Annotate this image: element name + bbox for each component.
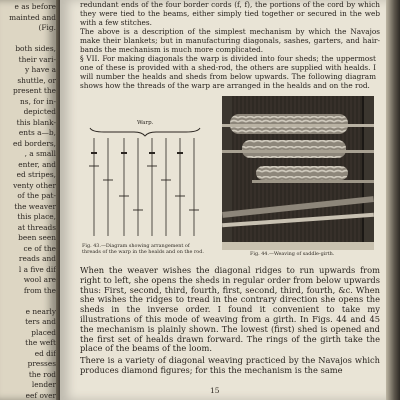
left-page-line: the weaver: [14, 201, 56, 211]
left-page-line: from the: [23, 285, 56, 295]
saddle-girth-image: [222, 96, 374, 250]
figure-43-caption: Fig. 43.—Diagram showing arrangement of threads of the warp in the healds and on the rod.: [82, 243, 204, 255]
left-page-line: e nearly: [25, 306, 56, 316]
page-number: 15: [210, 386, 220, 395]
left-page-line: wool are: [23, 275, 56, 284]
left-page-line: the weft: [25, 338, 56, 347]
left-page-line: both sides,: [15, 44, 56, 53]
left-page-line: ce of the: [23, 243, 56, 253]
left-page-line: this blank-: [16, 117, 56, 127]
left-page-line: ed dif: [34, 348, 56, 358]
left-page-line: the rod: [28, 369, 56, 379]
paragraph-simplest-mechanism: The above is a description of the simplest mechanism by which the Navajos make their blankets; but in manufacturing diagonals, sashes, garters, and hair-bands the mechanism is much more complicated.: [80, 27, 380, 54]
left-page-line: ed borders,: [13, 138, 56, 148]
warp-label: Warp.: [137, 120, 154, 126]
left-page-line: shuttle, or: [17, 75, 56, 85]
left-page-line: reads and: [18, 254, 56, 263]
left-page-line: at threads: [17, 222, 56, 232]
left-page-line: present the: [13, 86, 56, 95]
left-page-line: lender: [31, 380, 56, 389]
left-page-line: , a small: [24, 149, 56, 158]
left-page-line: e as before: [14, 2, 56, 11]
warp-diagram-drawing: [82, 116, 208, 242]
left-page-line: eef over: [25, 390, 56, 400]
paragraph-diamond-figures: There is a variety of diagonal weaving practiced by the Navajos which produces diamond figures; for this the mechanism is the same: [80, 355, 380, 375]
left-page-line: ed stripes,: [16, 170, 56, 179]
left-page-line: their vari-: [18, 54, 56, 64]
figure-44-caption: Fig. 44.—Weaving of saddle-girth.: [250, 251, 335, 257]
left-page-line: l a five dif: [18, 264, 56, 274]
left-page-line: been seen: [18, 233, 56, 242]
left-page-line: venty other: [13, 180, 56, 190]
left-page-line: depicted: [23, 107, 56, 116]
page-edge: [386, 0, 400, 400]
left-page-line: of the pat-: [17, 191, 56, 200]
left-page-line: ns, for in-: [20, 96, 56, 106]
paragraph-weaver-diagonal: When the weaver wishes the diagonal ridges to run upwards from right to left, she opens the sheds in regular order from below upwards thus: First, second, third, fourth, first, second, third, fourth, &c. When she wishes the ridges to tread in the contrary direction she opens the sheds in the inverse order. I found it convenient to take my illustrations of this mode of weaving from a girth. In Figs. 44 and 45 the mechanism is plainly shown. The lowest (first) shed is opened and the first set of healds drawn forward. The rings of the girth take the place of the beams of the loom.: [80, 265, 380, 354]
heald-marks: [89, 166, 199, 210]
left-page-line: ters and: [25, 317, 56, 326]
warp-diagram: [82, 116, 208, 242]
rod-crossings: [91, 152, 183, 154]
warp-brace: [90, 128, 200, 136]
left-facing-page: [0, 0, 56, 400]
saddle-girth-photo: [222, 96, 374, 250]
paragraph-redundant-ends: redundant ends of the four border cords (f, f), the portions of the cord by which they were tied to the beams, either simply tied together or secured in the web with a few stitches.: [80, 0, 380, 27]
right-page: [60, 0, 386, 400]
left-page-line: this place,: [17, 212, 56, 221]
left-page-line: presses: [27, 359, 56, 368]
paragraph-diagonals-intro: § VII. For making diagonals the warp is divided into four sheds; the uppermost one of these is provided with a shed-rod, the others are supplied with healds. I will number the healds and sheds from below upwards. The following diagram shows how the threads of the warp are arranged in the healds and on the rod.: [80, 54, 376, 90]
left-page-line: (Fig.: [38, 23, 56, 32]
left-page-line: enter, and: [18, 159, 56, 169]
left-page-line: ents a—b,: [18, 128, 56, 137]
left-page-line: y have a: [25, 65, 56, 74]
left-page-line: mainted and: [9, 12, 56, 22]
left-page-line: placed: [31, 327, 56, 337]
